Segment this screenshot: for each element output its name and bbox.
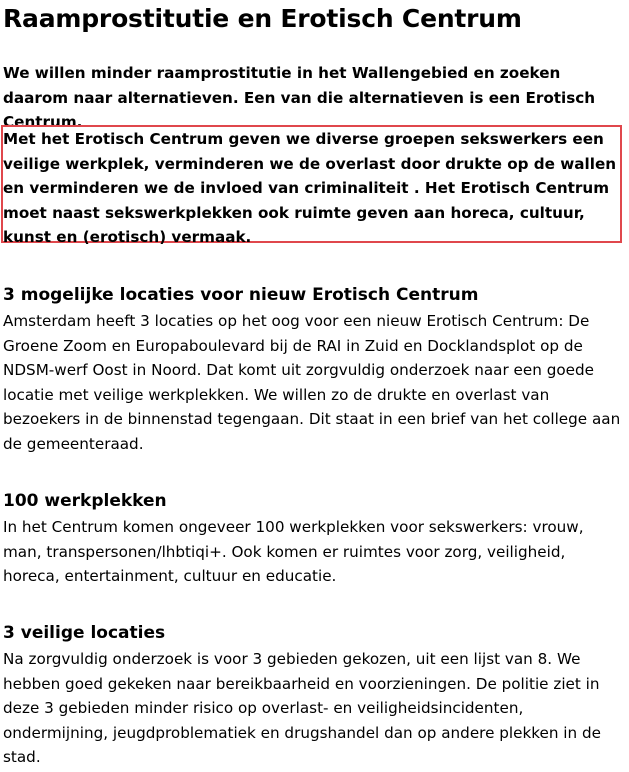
section-heading-workplaces: 100 werkplekken bbox=[3, 491, 167, 511]
section-heading-safe-locations: 3 veilige locaties bbox=[3, 623, 166, 643]
page-title: Raamprostitutie en Erotisch Centrum bbox=[3, 4, 522, 33]
section-body-locations: Amsterdam heeft 3 locaties op het oog voor een nieuw Erotisch Centrum: De Groene Zoom en Europaboulevard bij de RAI in Zuid en Docklandsplot op de NDSM-werf Oost in Noord. Dat komt uit zorgvuldig onderzoek naar een goede locatie met veilige werkplekken. We willen zo de drukte en overlast van bezoekers in de binnenstad tegengaan. Dit staat in een brief van het college aan de gemeenteraad. bbox=[3, 312, 621, 453]
section-body-safe-locations: Na zorgvuldig onderzoek is voor 3 gebieden gekozen, uit een lijst van 8. We hebben goed gekeken naar bereikbaarheid en voorzieningen. De politie ziet in deze 3 gebieden minder risico op overlast- en veiligheidsincidenten, ondermijning, jeugdproblematiek en drugshandel dan op andere plekken in de stad. bbox=[3, 650, 601, 766]
lead-paragraph: We willen minder raamprostitutie in het Wallengebied en zoeken daarom naar alternatieven. Een van die alternatieven is een Erotisch Centrum. bbox=[3, 64, 596, 131]
highlighted-paragraph: Met het Erotisch Centrum geven we diverse groepen sekswerkers een veilige werkplek, verminderen we de overlast door drukte op de wallen en verminderen we de invloed van criminaliteit . Het Erotisch Centrum moet naast sekswerkplekken ook ruimte geven aan horeca, cultuur, kunst en (erotisch) vermaak. bbox=[3, 130, 617, 246]
section-heading-locations: 3 mogelijke locaties voor nieuw Erotisch Centrum bbox=[3, 285, 479, 305]
section-body-workplaces: In het Centrum komen ongeveer 100 werkplekken voor sekswerkers: vrouw, man, transpersonen/lhbtiqi+. Ook komen er ruimtes voor zorg, veiligheid, horeca, entertainment, cultuur en educatie. bbox=[3, 518, 584, 585]
